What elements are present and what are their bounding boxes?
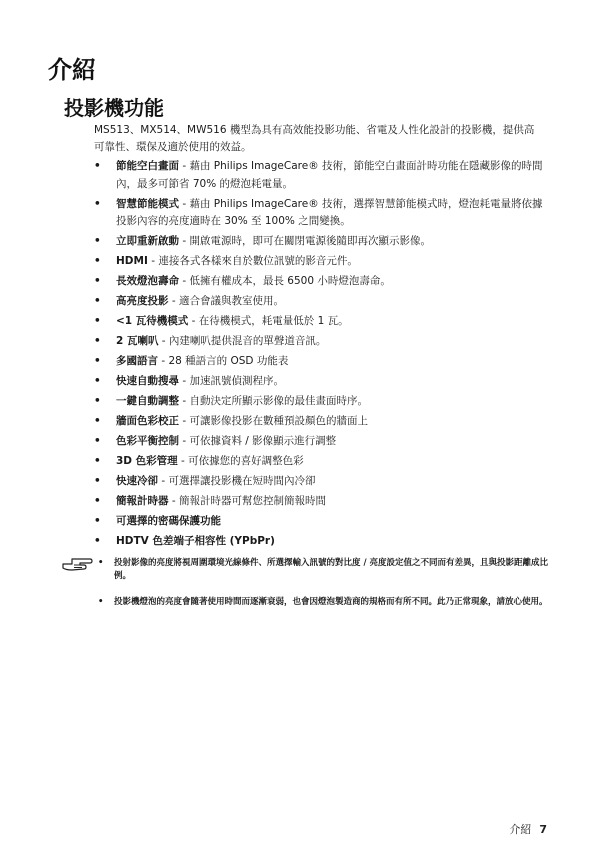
feature-name: HDMI bbox=[116, 255, 148, 267]
feature-item bbox=[94, 433, 549, 451]
note-item bbox=[60, 557, 560, 583]
feature-name: 一鍵自動調整 bbox=[116, 395, 179, 407]
feature-desc: - 可選擇讓投影機在短時間內冷卻 bbox=[158, 475, 316, 487]
feature-item bbox=[94, 393, 549, 411]
bullet: • bbox=[94, 160, 101, 172]
feature-desc: - 可依據您的喜好調整色彩 bbox=[177, 455, 304, 467]
feature-desc: - 簡報計時器可幫您控制簡報時間 bbox=[168, 495, 326, 507]
bullet: • bbox=[94, 455, 101, 467]
bullet: • bbox=[94, 415, 101, 427]
bullet: • bbox=[94, 375, 101, 387]
feature-item bbox=[94, 273, 549, 291]
feature-item bbox=[94, 158, 549, 193]
feature-item bbox=[94, 353, 549, 371]
bullet: • bbox=[94, 475, 101, 487]
feature-desc: - 在待機模式，耗電量低於 1 瓦。 bbox=[188, 315, 349, 327]
note-list bbox=[60, 557, 560, 609]
bullet: • bbox=[94, 435, 101, 447]
feature-desc: - 加速訊號偵測程序。 bbox=[179, 375, 284, 387]
intro-paragraph: MS513、MX514、MW516 機型為具有高效能投影功能、省電及人性化設計的投影機，提供高可靠性、環保及適於使用的效益。 bbox=[94, 124, 535, 153]
feature-name: 節能空白畫面 bbox=[116, 160, 179, 172]
note-item bbox=[60, 596, 560, 609]
footer-label: 介紹 bbox=[509, 823, 532, 836]
feature-item bbox=[94, 453, 549, 471]
feature-desc: - 低擁有權成本，最長 6500 小時燈泡壽命。 bbox=[179, 275, 391, 287]
feature-name: <1 瓦待機模式 bbox=[116, 315, 189, 327]
bullet: • bbox=[94, 395, 101, 407]
feature-desc: - 藉由 Philips ImageCare® 技術，節能空白畫面計時功能在隱藏影像的時間內，最多可節省 70% 的燈泡耗電量。 bbox=[116, 160, 543, 190]
feature-item bbox=[94, 513, 549, 531]
feature-item bbox=[94, 473, 549, 491]
bullet: • bbox=[94, 335, 101, 347]
feature-name: 色彩平衡控制 bbox=[116, 435, 179, 447]
feature-desc: - 藉由 Philips ImageCare® 技術，選擇智慧節能模式時，燈泡耗電量將依據投影內容的亮度適時在 30% 至 100% 之間變換。 bbox=[116, 197, 543, 227]
bullet: • bbox=[94, 295, 101, 307]
feature-item bbox=[94, 196, 549, 231]
bullet: • bbox=[94, 515, 101, 527]
feature-item bbox=[94, 533, 549, 551]
feature-name: 2 瓦喇叭 bbox=[116, 335, 159, 347]
feature-item bbox=[94, 313, 549, 331]
feature-name: 簡報計時器 bbox=[116, 495, 169, 507]
feature-name: 智慧節能模式 bbox=[116, 197, 179, 210]
bullet: • bbox=[94, 535, 101, 547]
bullet: • bbox=[94, 315, 101, 327]
bullet: • bbox=[94, 255, 101, 267]
bullet: • bbox=[94, 355, 101, 367]
feature-name: 可選擇的密碼保護功能 bbox=[116, 515, 221, 527]
feature-desc: - 開啟電源時，即可在關閉電源後隨即再次顯示影像。 bbox=[179, 235, 431, 247]
feature-desc: - 內建喇叭提供混音的單聲道音訊。 bbox=[158, 335, 327, 347]
feature-item bbox=[94, 493, 549, 511]
feature-name: 高亮度投影 bbox=[116, 295, 169, 307]
feature-desc: - 可依據資料 / 影像顯示進行調整 bbox=[179, 435, 337, 447]
bullet: • bbox=[94, 495, 101, 507]
feature-name: 牆面色彩校正 bbox=[116, 415, 179, 427]
page-footer bbox=[509, 821, 547, 837]
feature-desc: - 28 種語言的 OSD 功能表 bbox=[158, 355, 289, 367]
note-text: 投射影像的亮度將視周圍環境光線條件、所選擇輸入訊號的對比度 / 亮度設定值之不同而有差異，且與投影距離成比例。 bbox=[114, 558, 549, 581]
feature-desc: - 適合會議與教室使用。 bbox=[168, 295, 284, 307]
feature-desc: - 自動決定所顯示影像的最佳畫面時序。 bbox=[179, 395, 368, 407]
feature-name: 快速自動搜尋 bbox=[116, 375, 179, 387]
feature-desc: - 可讓影像投影在數種預設顏色的牆面上 bbox=[179, 415, 368, 427]
feature-item bbox=[94, 333, 549, 351]
notes-section bbox=[60, 557, 560, 622]
feature-name: 多國語言 bbox=[116, 355, 158, 367]
feature-name: 3D 色彩管理 bbox=[116, 455, 178, 467]
page-number: 7 bbox=[539, 823, 547, 836]
feature-name: HDTV 色差端子相容性 (YPbPr) bbox=[116, 535, 275, 547]
bullet: • bbox=[98, 558, 104, 568]
feature-name: 立即重新啟動 bbox=[116, 235, 179, 247]
feature-item bbox=[94, 293, 549, 311]
note-text: 投影機燈泡的亮度會隨著使用時間而逐漸衰弱，也會因燈泡製造商的規格而有所不同。此乃正常現象，請放心使用。 bbox=[114, 597, 548, 607]
chapter-title: 介紹 bbox=[48, 56, 96, 84]
feature-item bbox=[94, 253, 549, 271]
bullet: • bbox=[94, 197, 101, 210]
feature-name: 長效燈泡壽命 bbox=[116, 275, 179, 287]
feature-item bbox=[94, 373, 549, 391]
feature-list bbox=[94, 158, 549, 553]
feature-name: 快速冷卻 bbox=[116, 475, 158, 487]
bullet: • bbox=[94, 235, 101, 247]
section-title: 投影機功能 bbox=[64, 96, 164, 120]
feature-item bbox=[94, 413, 549, 431]
bullet: • bbox=[98, 597, 104, 607]
feature-item bbox=[94, 233, 549, 251]
bullet: • bbox=[94, 275, 101, 287]
feature-desc: - 連接各式各樣來自於數位訊號的影音元件。 bbox=[147, 255, 358, 267]
